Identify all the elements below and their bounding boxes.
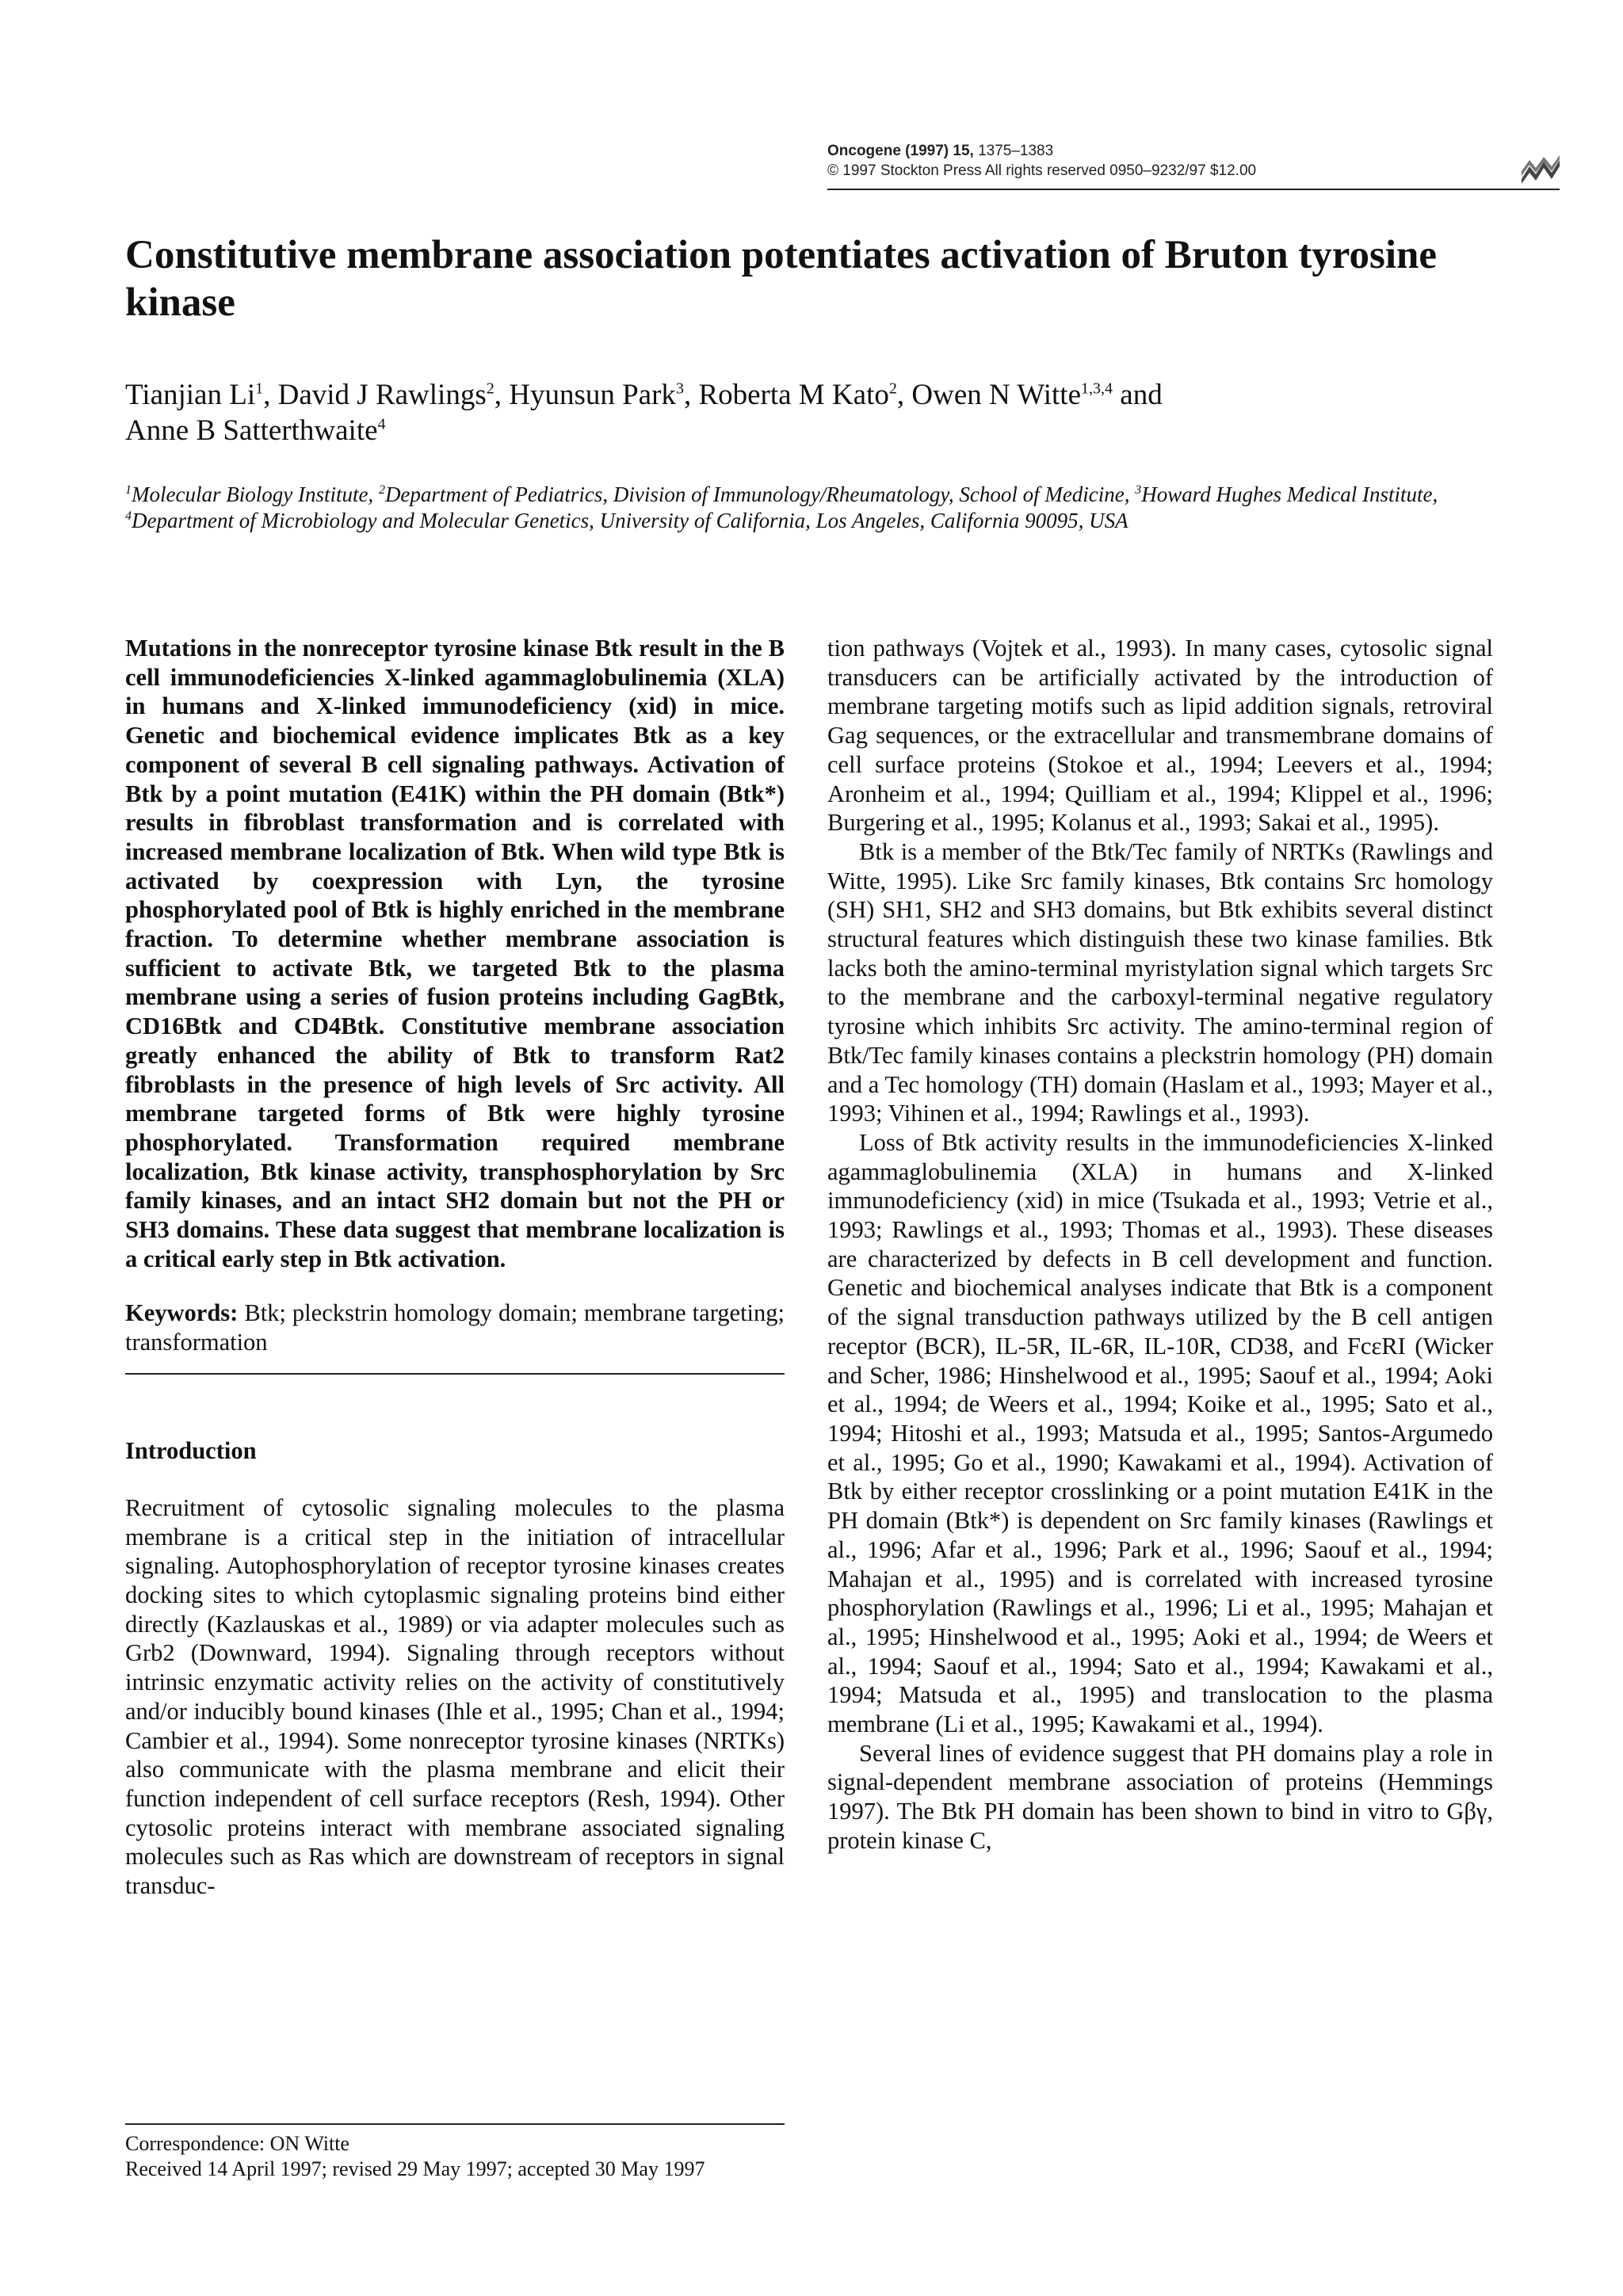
author: Tianjian Li$^1$ [125, 379, 264, 411]
author: Anne B Satterthwaite$^4$ [125, 414, 386, 447]
keywords [125, 1299, 785, 1356]
affiliations: $^1$Molecular Biology Institute, $^2$Department of Pediatrics, Division of Immunology/Rheumatology, School of Medicine, $^3$Howard Hughes Medical Institute, $^4$Department of Microbiology and Molecular Genetics, University of California, Los Angeles, California 90095, USA [125, 482, 1438, 532]
author: Hyunsun Park$^3$ [509, 379, 684, 411]
header-rule [827, 189, 1560, 190]
correspondence: Correspondence: ON Witte [125, 2132, 349, 2155]
author-list: Tianjian Li$^1$, David J Rawlings$^2$, Hyunsun Park$^3$, Roberta M Kato$^2$, Owen N Witte$^{1,3,4}$ and Anne B Satterthwaite$^4$ [125, 379, 1163, 447]
body-paragraph: tion pathways (Vojtek et al., 1993). In many cases, cytosolic signal transducers can be artificially activated by the introduction of membrane targeting motifs such as lipid addition signals, retroviral Gag sequences, or the extracellular and transmembrane domains of cell surface proteins (Stokoe et al., 1994; Leevers et al., 1994; Aronheim et al., 1994; Quilliam et al., 1994; Klippel et al., 1996; Burgering et al., 1995; Kolanus et al., 1993; Sakai et al., 1995). [827, 635, 1493, 837]
footnote [125, 2131, 807, 2182]
footnote-rule [125, 2123, 785, 2125]
body-paragraph: Several lines of evidence suggest that PH domains play a role in signal-dependent membrane association of proteins (Hemmings 1997). The Btk PH domain has been shown to bind in vitro to Gβγ, protein kinase C, [827, 1739, 1493, 1854]
article-title: Constitutive membrane association potentiates activation of Bruton tyrosine kinase [125, 233, 1438, 325]
journal-pages: 1375–1383 [978, 143, 1054, 159]
publisher-logo-icon [1520, 155, 1561, 184]
body-paragraph: Loss of Btk activity results in the immunodeficiencies X-linked agammaglobulinemia (XLA) in humans and X-linked immunodeficiency (xid) in mice (Tsukada et al., 1993; Vetrie et al., 1993; Rawlings et al., 1993; Thomas et al., 1993). These diseases are characterized by defects in B cell development and function. Genetic and biochemical analyses indicate that Btk is a component of the signal transduction pathways utilized by the B cell antigen receptor (BCR), IL-5R, IL-6R, IL-10R, CD38, and FcεRI (Wicker and Scher, 1986; Hinshelwood et al., 1995; Saouf et al., 1994; Aoki et al., 1994; de Weers et al., 1994; Koike et al., 1995; Sato et al., 1994; Hitoshi et al., 1993; Matsuda et al., 1995; Santos-Argumedo et al., 1995; Go et al., 1990; Kawakami et al., 1994). Activation of Btk by either receptor crosslinking or a point mutation E41K in the PH domain (Btk*) is dependent on Src family kinases (Rawlings et al., 1996; Afar et al., 1996; Park et al., 1996; Saouf et al., 1994; Mahajan et al., 1995) and is correlated with increased tyrosine phosphorylation (Rawlings et al., 1996; Li et al., 1995; Mahajan et al., 1995; Hinshelwood et al., 1995; Aoki et al., 1994; de Weers et al., 1994; Saouf et al., 1994; Sato et al., 1994; Kawakami et al., 1994; Matsuda et al., 1995) and translocation to the plasma membrane (Li et al., 1995; Kawakami et al., 1994). [827, 1128, 1493, 1738]
journal-name: Oncogene (1997) 15, [827, 143, 974, 159]
author: Roberta M Kato$^2$ [698, 379, 897, 411]
left-column [125, 634, 785, 1901]
author: David J Rawlings$^2$ [277, 379, 495, 411]
authors-conjunction: and [1120, 379, 1163, 411]
keywords-list: Btk; pleckstrin homology domain; membrane targeting; transformation [125, 1299, 785, 1356]
right-column [827, 634, 1493, 1855]
intro-paragraph: Recruitment of cytosolic signaling molecules to the plasma membrane is a critical step in the initiation of intracellular signaling. Autophosphorylation of receptor tyrosine kinases creates docking sites to which cytoplasmic signaling proteins bind either directly (Kazlauskas et al., 1989) or via adapter molecules such as Grb2 (Downward, 1994). Signaling through receptors without intrinsic enzymatic activity relies on the activity of constitutively and/or inducibly bound kinases (Ihle et al., 1995; Chan et al., 1994; Cambier et al., 1994). Some nonreceptor tyrosine kinases (NRTKs) also communicate with the plasma membrane and elicit their function independent of cell surface receptors (Resh, 1994). Other cytosolic proteins interact with membrane associated signaling molecules such as Ras which are downstream of receptors in signal transduc- [125, 1493, 785, 1900]
journal-copyright: © 1997 Stockton Press All rights reserved 0950–9232/97 $12.00 [827, 162, 1257, 179]
abstract: Mutations in the nonreceptor tyrosine kinase Btk result in the B cell immunodeficiencies X-linked agammaglobulinemia (XLA) in humans and X-linked immunodeficiency (xid) in mice. Genetic and biochemical evidence implicates Btk as a key component of several B cell signaling pathways. Activation of Btk by a point mutation (E41K) within the PH domain (Btk*) results in fibroblast transformation and is correlated with increased membrane localization of Btk. When wild type Btk is activated by coexpression with Lyn, the tyrosine phosphorylated pool of Btk is highly enriched in the membrane fraction. To determine whether membrane association is sufficient to activate Btk, we targeted Btk to the plasma membrane using a series of fusion proteins including GagBtk, CD16Btk and CD4Btk. Constitutive membrane association greatly enhanced the ability of Btk to transform Rat2 fibroblasts in the presence of high levels of Src activity. All membrane targeted forms of Btk were highly tyrosine phosphorylated. Transformation required membrane localization, Btk kinase activity, transphosphorylation by Src family kinases, and an intact SH2 domain but not the PH or SH3 domains. These data suggest that membrane localization is a critical early step in Btk activation. [125, 635, 785, 1272]
body-paragraph: Btk is a member of the Btk/Tec family of NRTKs (Rawlings and Witte, 1995). Like Src family kinases, Btk contains Src homology (SH) SH1, SH2 and SH3 domains, but Btk exhibits several distinct structural features which distinguish these two kinase families. Btk lacks both the amino-terminal myristylation signal which targets Src to the membrane and the carboxyl-terminal negative regulatory tyrosine which inhibits Src activity. The amino-terminal region of Btk/Tec family kinases contains a pleckstrin homology (PH) domain and a Tec homology (TH) domain (Haslam et al., 1993; Mayer et al., 1993; Vihinen et al., 1994; Rawlings et al., 1993). [827, 837, 1493, 1127]
journal-citation [827, 141, 1256, 161]
keywords-label: Keywords: [125, 1299, 239, 1327]
received-dates: Received 14 April 1997; revised 29 May 1997; accepted 30 May 1997 [125, 2157, 705, 2180]
author: Owen N Witte$^{1,3,4}$ [911, 379, 1113, 411]
keywords-rule [125, 1373, 785, 1375]
section-heading-introduction: Introduction [125, 1436, 257, 1464]
journal-header [827, 141, 1256, 181]
